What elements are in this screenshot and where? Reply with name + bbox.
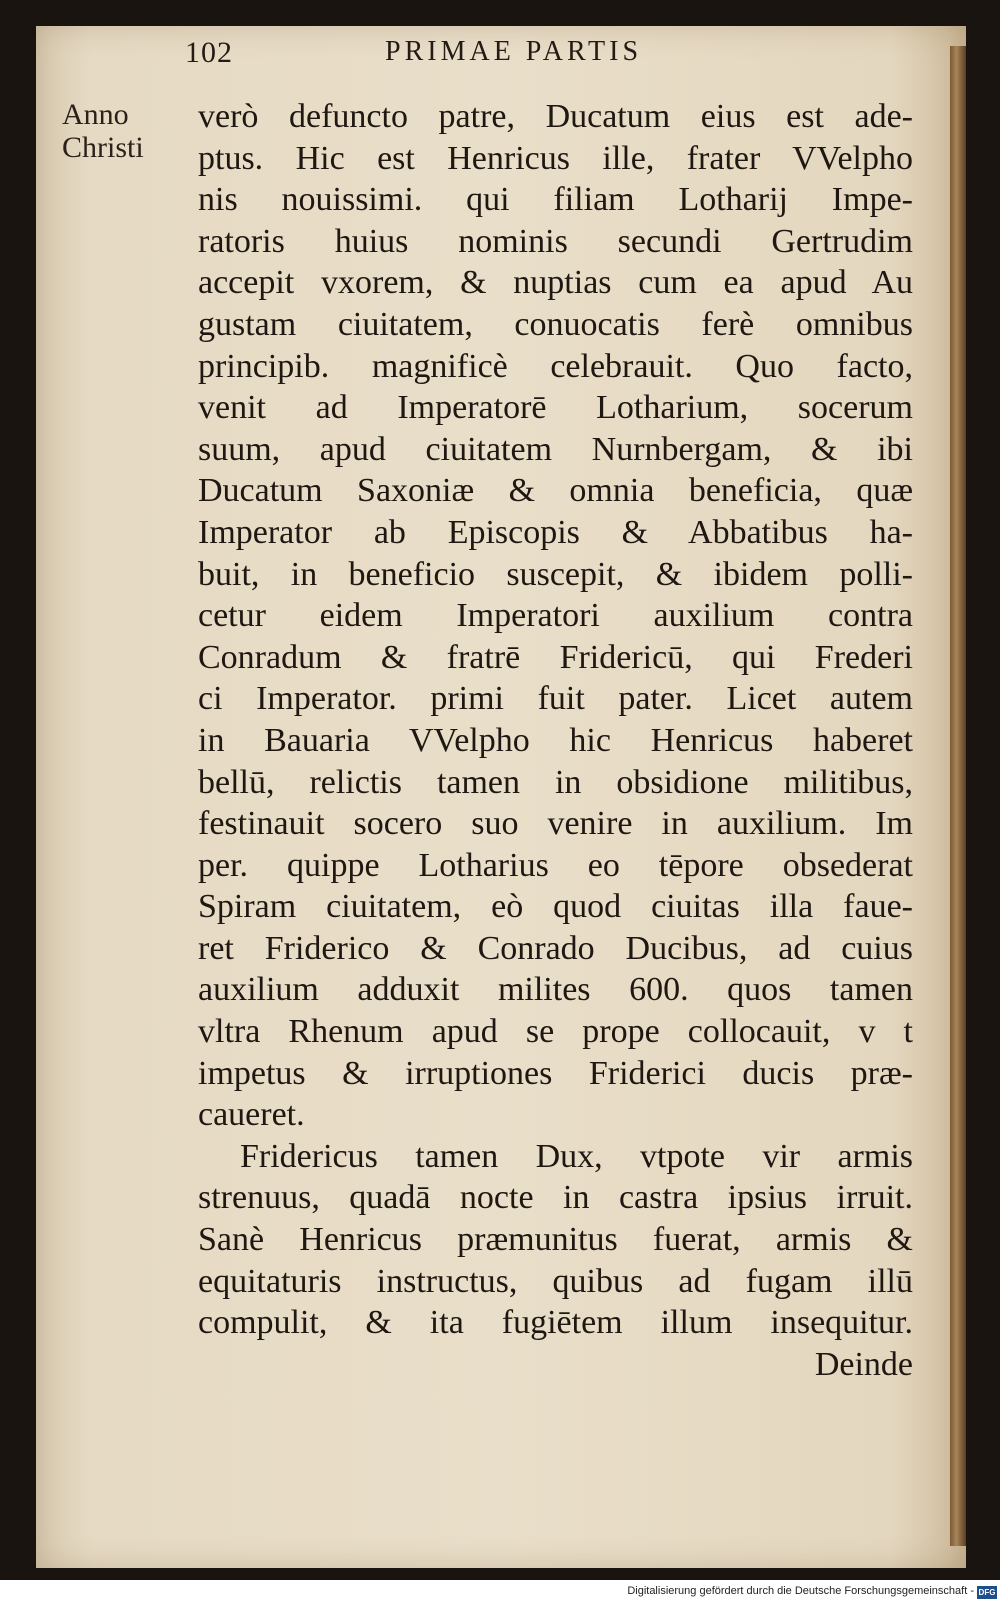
footer-credit: Digitalisierung gefördert durch die Deutsche Forschungsgemeinschaft -	[627, 1585, 974, 1597]
text-line: Imperator ab Episcopis & Abbatibus ha-	[198, 513, 913, 551]
page-edge	[950, 46, 966, 1546]
text-line: Sanè Henricus præmunitus fuerat, armis &	[198, 1221, 913, 1259]
text-line: verò defuncto patre, Ducatum eius est ade-	[198, 98, 913, 135]
text-line: suum, apud ciuitatem Nurnbergam, & ibi	[198, 430, 913, 468]
text-line: festinauit socero suo venire in auxilium. Im	[198, 805, 913, 843]
text-line: accepit vxorem, & nuptias cum ea apud Au	[198, 264, 913, 302]
text-line: per. quippe Lotharius eo tēpore obsederat	[198, 846, 913, 884]
text-line: cetur eidem Imperatori auxilium contra	[198, 597, 913, 635]
running-title: PRIMAE PARTIS	[385, 36, 643, 67]
text-line: Fridericus tamen Dux, vtpote vir armis	[240, 1137, 913, 1175]
text-line: Spiram ciuitatem, eò quod ciuitas illa faue-	[198, 888, 913, 926]
text-line: gustam ciuitatem, conuocatis ferè omnibus	[198, 305, 913, 343]
margin-note-line: Anno	[62, 98, 129, 131]
text-line: bellū, relictis tamen in obsidione militibus,	[198, 763, 913, 801]
text-line: compulit, & ita fugiētem illum insequitur.	[198, 1304, 913, 1342]
margin-note-line: Christi	[62, 131, 144, 164]
text-line: equitaturis instructus, quibus ad fugam illū	[198, 1262, 913, 1300]
text-line: nis nouissimi. qui filiam Lotharij Impe-	[198, 181, 913, 219]
body-text	[198, 96, 913, 1385]
text-line: ci Imperator. primi fuit pater. Licet autem	[198, 680, 913, 718]
text-line: ratoris huius nominis secundi Gertrudim	[198, 222, 913, 260]
text-line: Ducatum Saxoniæ & omnia beneficia, quæ	[198, 472, 913, 510]
text-line: vltra Rhenum apud se prope collocauit, v t	[198, 1013, 913, 1051]
text-line: caueret.	[198, 1096, 305, 1134]
footer-bar	[0, 1584, 1000, 1603]
text-line: ptus. Hic est Henricus ille, frater VVelpho	[198, 139, 913, 177]
page-number: 102	[185, 36, 233, 69]
dfg-logo: DFG	[978, 1588, 996, 1597]
catchword: Deinde	[814, 1345, 913, 1383]
text-line: strenuus, quadā nocte in castra ipsius irruit.	[198, 1179, 913, 1217]
text-line: ret Friderico & Conrado Ducibus, ad cuius	[198, 929, 913, 967]
text-line: buit, in beneficio suscepit, & ibidem polli-	[198, 555, 913, 593]
margin-note	[62, 98, 202, 164]
text-line: in Bauaria VVelpho hic Henricus haberet	[198, 721, 913, 759]
text-line: auxilium adduxit milites 600. quos tamen	[198, 971, 913, 1009]
text-line: impetus & irruptiones Friderici ducis præ-	[198, 1054, 913, 1092]
text-line: principib. magnificè celebrauit. Quo facto,	[198, 347, 913, 385]
text-line: venit ad Imperatorē Lotharium, socerum	[198, 389, 913, 427]
text-line: Conradum & fratrē Fridericū, qui Frederi	[198, 638, 913, 676]
